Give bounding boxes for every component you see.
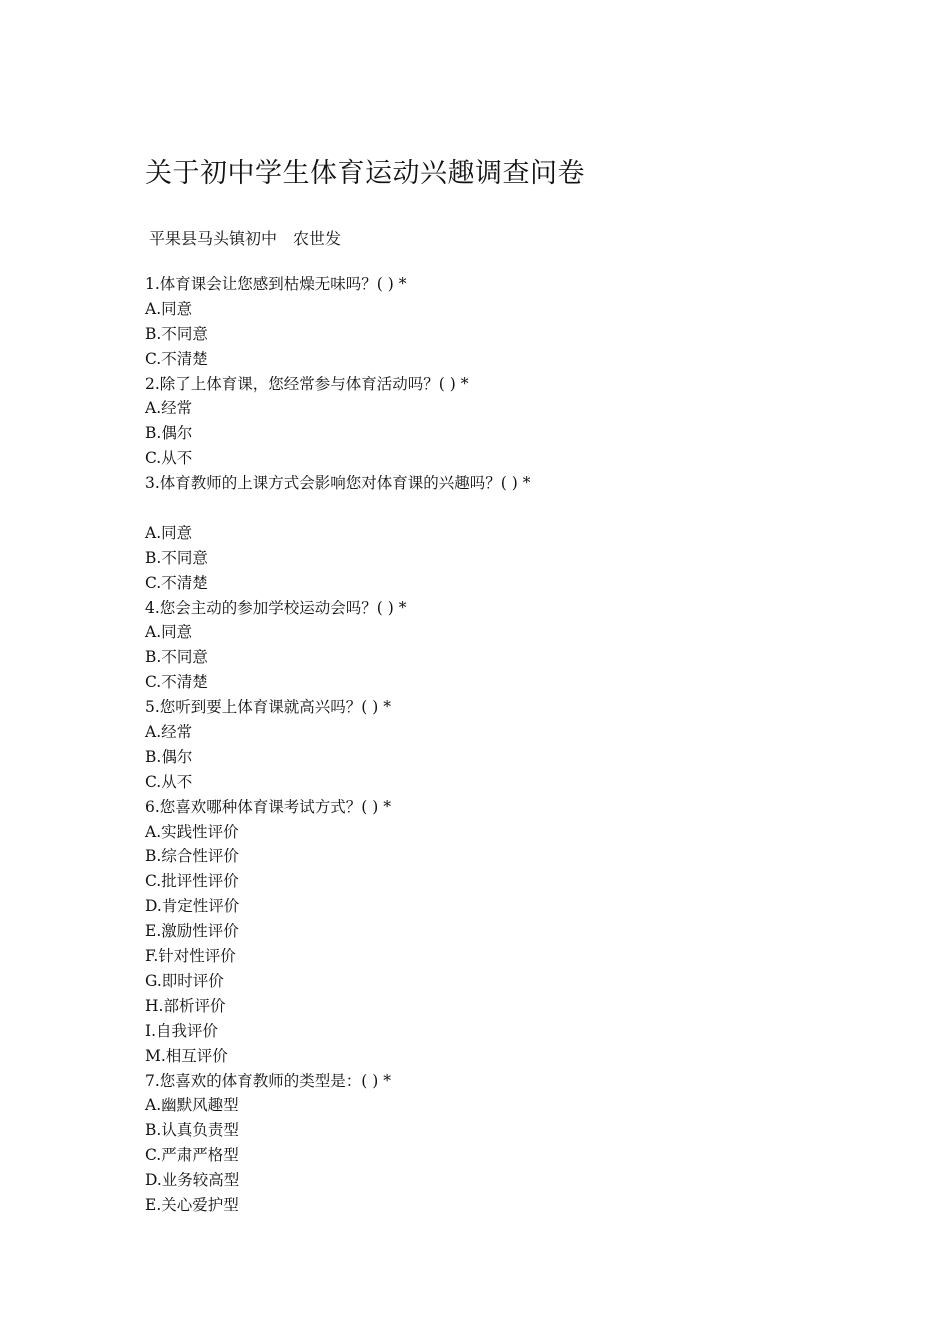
blank-line	[145, 496, 845, 521]
option-a: A.幽默风趣型	[145, 1096, 239, 1115]
option-a: A.实践性评价	[145, 822, 239, 841]
option-b: B.偶尔	[145, 747, 193, 766]
option-c: C.不清楚	[145, 673, 208, 692]
question-4	[145, 596, 845, 696]
question-text: 2.除了上体育课，您经常参与体育活动吗？( ) *	[145, 374, 469, 393]
option-b: B.不同意	[145, 648, 208, 667]
question-6	[145, 795, 845, 1069]
document-author: 平果县马头镇初中 农世发	[149, 229, 342, 248]
option-c: C.批评性评价	[145, 872, 239, 891]
option-f: F.针对性评价	[145, 947, 236, 966]
option-g: G.即时评价	[145, 971, 224, 990]
question-text: 5.您听到要上体育课就高兴吗？( ) *	[145, 698, 391, 717]
option-e: E.关心爱护型	[145, 1195, 239, 1214]
question-text: 7.您喜欢的体育教师的类型是：( ) *	[145, 1071, 391, 1090]
option-b: B.认真负责型	[145, 1121, 239, 1140]
option-c: C.从不	[145, 449, 193, 468]
option-b: B.不同意	[145, 548, 208, 567]
question-text: 6.您喜欢哪种体育课考试方式？( ) *	[145, 797, 391, 816]
option-h: H.部析评价	[145, 996, 226, 1015]
option-b: B.不同意	[145, 324, 208, 343]
option-d: D.业务较高型	[145, 1171, 240, 1190]
question-3	[145, 471, 845, 595]
option-c: C.从不	[145, 772, 193, 791]
option-a: A.同意	[145, 523, 193, 542]
question-7	[145, 1069, 845, 1218]
question-text: 3.体育教师的上课方式会影响您对体育课的兴趣吗？( ) *	[145, 474, 531, 493]
question-list	[145, 272, 845, 1218]
option-e: E.激励性评价	[145, 922, 239, 941]
option-b: B.偶尔	[145, 424, 193, 443]
question-text: 4.您会主动的参加学校运动会吗？( ) *	[145, 598, 407, 617]
question-1	[145, 272, 845, 372]
option-c: C.严肃严格型	[145, 1146, 239, 1165]
option-c: C.不清楚	[145, 573, 208, 592]
option-a: A.同意	[145, 299, 193, 318]
option-a: A.同意	[145, 623, 193, 642]
document-title: 关于初中学生体育运动兴趣调查问卷	[145, 158, 585, 189]
question-2	[145, 372, 845, 472]
question-text: 1.体育课会让您感到枯燥无味吗？( ) *	[145, 275, 407, 293]
option-c: C.不清楚	[145, 349, 208, 368]
option-a: A.经常	[145, 399, 193, 418]
option-a: A.经常	[145, 723, 193, 742]
option-d: D.肯定性评价	[145, 897, 240, 916]
option-i: I.自我评价	[145, 1021, 219, 1040]
document-page	[145, 150, 845, 1218]
question-5	[145, 695, 845, 795]
option-b: B.综合性评价	[145, 847, 239, 866]
option-m: M.相互评价	[145, 1046, 228, 1065]
